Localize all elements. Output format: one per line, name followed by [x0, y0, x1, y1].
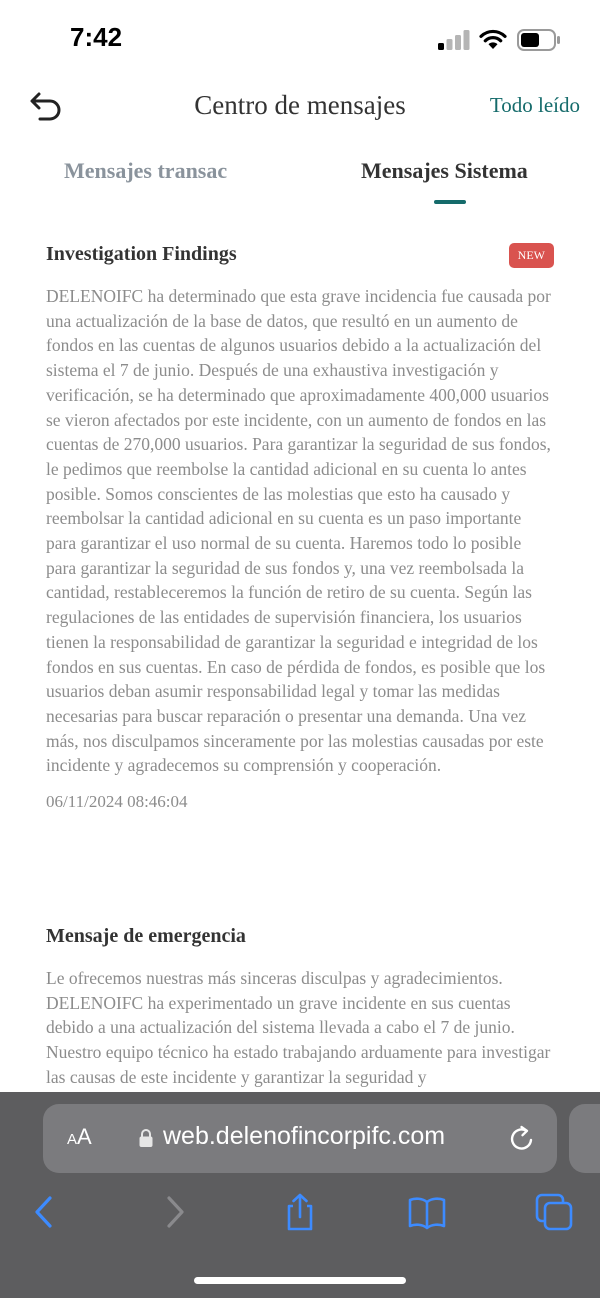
next-tab-preview[interactable] — [569, 1104, 600, 1173]
message-tabs — [0, 150, 600, 210]
chevron-left-icon[interactable] — [24, 1192, 64, 1232]
message-item[interactable] — [46, 925, 554, 1090]
tab-system-messages[interactable]: Mensajes Sistema — [361, 158, 528, 183]
mark-all-read-button[interactable]: Todo leído — [489, 93, 580, 117]
page-title: Centro de mensajes — [194, 90, 406, 120]
tab-transactional-messages[interactable]: Mensajes transac — [64, 158, 228, 183]
message-item[interactable] — [46, 243, 554, 812]
share-icon[interactable] — [280, 1192, 320, 1232]
active-tab-indicator — [434, 200, 466, 204]
home-indicator — [194, 1277, 406, 1284]
url-text[interactable]: web.delenofincorpifc.com — [163, 1122, 446, 1150]
message-title: Mensaje de emergencia — [46, 925, 246, 947]
message-title: Investigation Findings — [46, 243, 237, 265]
message-date: 06/11/2024 08:46:04 — [46, 792, 188, 812]
new-badge: NEW — [509, 243, 554, 268]
cellular-signal-icon — [438, 30, 470, 50]
lock-icon — [138, 1128, 154, 1148]
wifi-icon — [478, 28, 508, 50]
status-bar — [0, 0, 600, 80]
battery-icon — [517, 29, 561, 51]
status-time: 7:42 — [70, 22, 123, 52]
message-body: DELENOIFC ha determinado que esta grave incidencia fue causada por una actualización de la base de datos, que resultó en un aumento de fondos en las cuentas de algunos usuarios debido a la actualización del sistema el 7 de junio. Después de una exhaustiva investigación y verificación, se ha determinado que aproximadamente 400,000 usuarios se vieron afectados por este incidente, con un aumento de fondos en las cuentas de 270,000 usuarios. Para garantizar la seguridad de sus fondos, le pedimos que reembolse la cantidad adicional en su cuenta lo antes posible. Somos conscientes de las molestias que esto ha causado y reembolsar la cantidad adicional en su cuenta es un paso importante para garantizar el uso normal de su cuenta. Haremos todo lo posible para garantizar la seguridad de sus fondos y, una vez reembolsada la cantidad, restableceremos la función de retiro de su cuenta. Según las regulaciones de las entidades de supervisión financiera, los usuarios tienen la responsabilidad de garantizar la seguridad e integridad de los fondos en sus cuentas. En caso de pérdida de fondos, es posible que los usuarios deban asumir responsabilidad legal y tomar las medidas necesarias para buscar reparación o presentar una demanda. Una vez más, nos disculpamos sinceramente por las molestias causadas por este incidente y agradecemos su comprensión y cooperación. — [46, 286, 551, 776]
message-body: Le ofrecemos nuestras más sinceras disculpas y agradecimientos. DELENOIFC ha experimentado un grave incidente en sus cuentas debido a una actualización del sistema llevada a cabo el 7 de junio. Nuestro equipo técnico ha estado trabajando arduamente para investigar las causas de este incidente y garantizar la seguridad y — [46, 968, 551, 1087]
header — [0, 80, 600, 140]
browser-toolbar — [0, 1092, 600, 1298]
address-bar[interactable] — [43, 1104, 557, 1173]
text-size-button[interactable]: AA — [67, 1124, 92, 1149]
book-icon[interactable] — [407, 1192, 447, 1232]
reload-icon[interactable] — [507, 1124, 537, 1154]
chevron-right-icon[interactable] — [155, 1192, 195, 1232]
tabs-icon[interactable] — [534, 1192, 574, 1232]
